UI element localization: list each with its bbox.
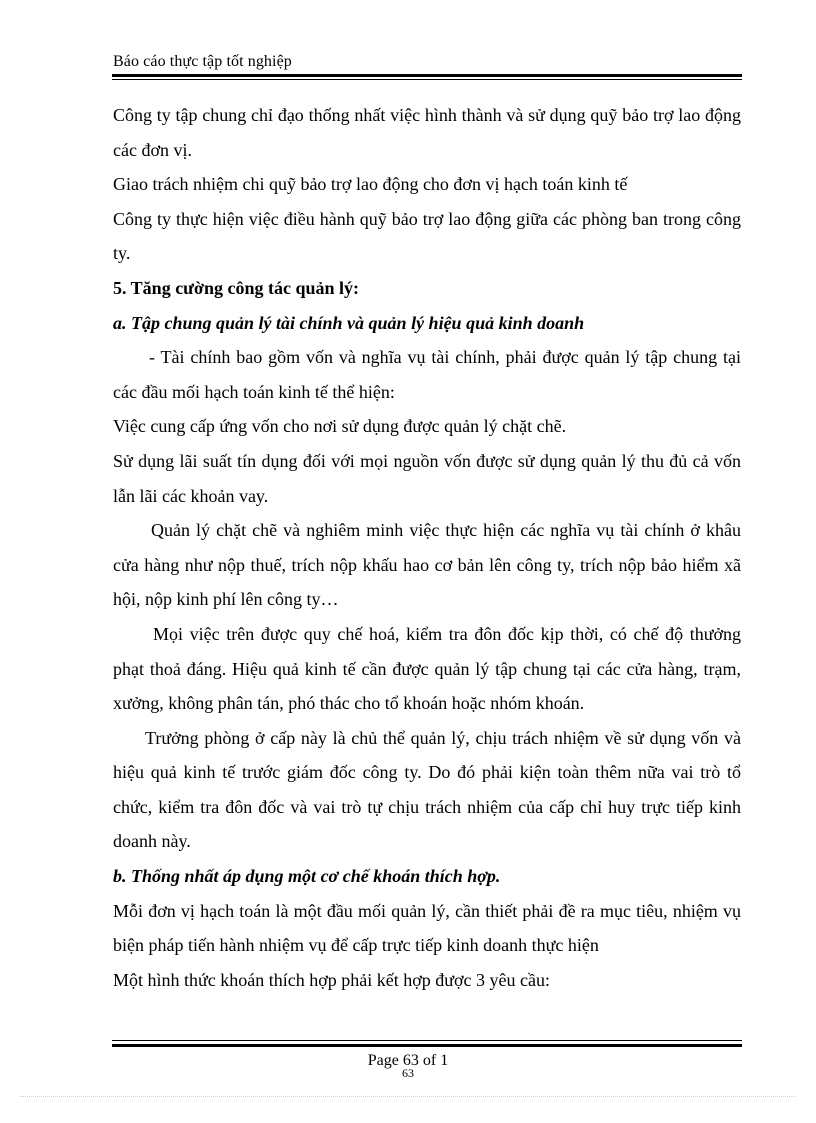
paragraph: Mỗi đơn vị hạch toán là một đầu mối quản lý, cần thiết phải đề ra mục tiêu, nhiệm vụ biện pháp tiến hành nhiệm vụ để cấp trực tiếp kinh doanh thực hiện — [113, 900, 741, 956]
subsection-heading-a: a. Tập chung quản lý tài chính và quản lý hiệu quả kinh doanh — [113, 312, 585, 333]
paragraph: Trưởng phòng ở cấp này là chủ thể quản lý, chịu trách nhiệm về sử dụng vốn và hiệu quả kinh tế trước giám đốc công ty. Do đó phải kiện toàn thêm nữa vai trò tổ chức, kiểm tra đôn đốc và vai trò tự chịu trách nhiệm của cấp chỉ huy trực tiếp kinh doanh này. — [113, 727, 741, 852]
header-rule-thick — [112, 74, 742, 77]
section-heading: 5. Tăng cường công tác quản lý: — [113, 277, 359, 298]
document-body — [113, 98, 741, 997]
paragraph: Sử dụng lãi suất tín dụng đối với mọi nguồn vốn được sử dụng quản lý thu đủ cả vốn lẫn lãi các khoản vay. — [113, 450, 741, 506]
page-edge-divider — [20, 1096, 796, 1097]
paragraph: Mọi việc trên được quy chế hoá, kiểm tra đôn đốc kịp thời, có chế độ thưởng phạt thoả đáng. Hiệu quả kinh tế cần được quản lý tập chung tại các cửa hàng, trạm, xưởng, không phân tán, phó thác cho tổ khoán hoặc nhóm khoán. — [113, 623, 741, 714]
paragraph: Quản lý chặt chẽ và nghiêm minh việc thực hiện các nghĩa vụ tài chính ở khâu cửa hàng như nộp thuế, trích nộp khấu hao cơ bản lên công ty, trích nộp bảo hiểm xã hội, nộp kinh phí lên công ty… — [113, 520, 741, 610]
footer-rule-thick — [112, 1044, 742, 1047]
paragraph: - Tài chính bao gồm vốn và nghĩa vụ tài chính, phải được quản lý tập chung tại các đầu mối hạch toán kinh tế thể hiện: — [113, 347, 741, 402]
header-title: Báo cáo thực tập tốt nghiệp — [113, 53, 292, 70]
paragraph: Một hình thức khoán thích hợp phải kết hợp được 3 yêu cầu: — [113, 969, 550, 990]
paragraph: Công ty tập chung chỉ đạo thống nhất việc hình thành và sử dụng quỹ bảo trợ lao động các đơn vị. — [113, 105, 741, 160]
paragraph: Việc cung cấp ứng vốn cho nơi sử dụng được quản lý chặt chẽ. — [113, 416, 567, 437]
page-number-sub: 63 — [402, 1066, 414, 1080]
header-rule-thin — [112, 79, 742, 80]
subsection-heading-b: b. Thống nhất áp dụng một cơ chế khoán thích hợp. — [113, 866, 501, 887]
paragraph: Giao trách nhiệm chi quỹ bảo trợ lao động cho đơn vị hạch toán kinh tế — [113, 174, 628, 195]
page-number: Page 63 of 1 — [367, 1052, 449, 1069]
footer-rule-thin — [112, 1040, 742, 1041]
paragraph: Công ty thực hiện việc điều hành quỹ bảo trợ lao động giữa các phòng ban trong công ty. — [113, 208, 741, 264]
